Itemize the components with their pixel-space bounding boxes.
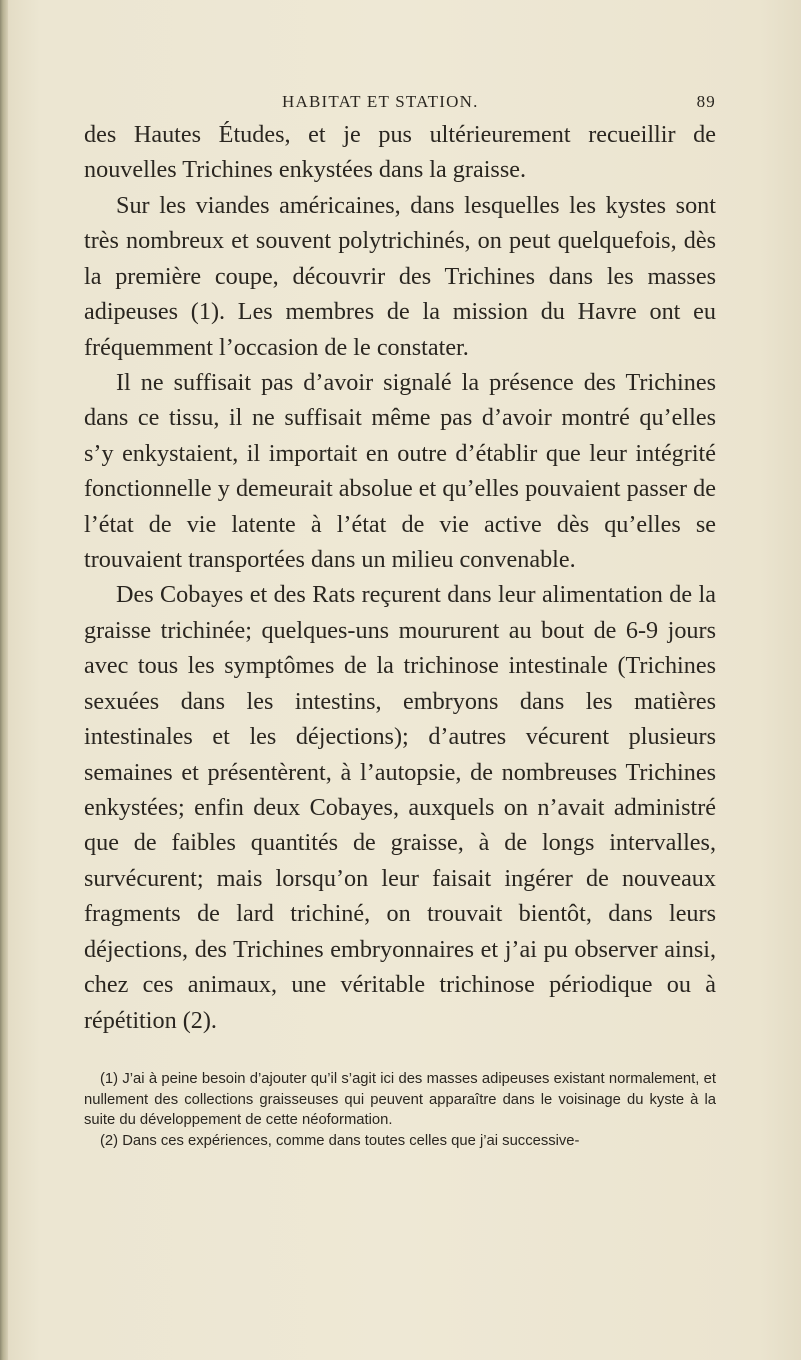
- page-number: 89: [696, 92, 716, 111]
- paragraph: Sur les viandes américaines, dans lesquelles les kystes sont très nombreux et souvent polytrichinés, on peut quelquefois, dès la première coupe, découvrir des Trichines dans les masses adipeuses (1). Les membres de la mission du Havre ont eu fréquemment l’occasion de le constater.: [84, 191, 716, 361]
- paragraph: Des Cobayes et des Rats reçurent dans leur alimentation de la graisse trichinée; quelques-uns moururent au bout de 6-9 jours avec tous les symptômes de la trichinose intestinale (Trichines sexuées dans les intestins, embryons dans les matières intestinales et les déjections); d’autres vécurent plusieurs semaines et présentèrent, à l’autopsie, de nombreuses Trichines enkystées; enfin deux Cobayes, auxquels on n’avait administré que de faibles quantités de graisse, à de longs intervalles, survécurent; mais lorsqu’on leur faisait ingérer de nouveaux fragments de lard trichiné, on trouvait bientôt, dans leurs déjections, des Trichines embryonnaires et j’ai pu observer ainsi, chez ces animaux, une véritable trichinose périodique ou à répétition (2).: [84, 581, 716, 1034]
- footnote-1: (1) J’ai à peine besoin d’ajouter qu’il s’agit ici des masses adipeuses existant normalement, et nullement des collections graisseuses qui peuvent apparaître dans le voisinage du kyste à la suite du développement de cette néoformation.: [84, 1071, 716, 1128]
- body-text: [84, 117, 716, 1038]
- footnotes: [84, 1069, 716, 1151]
- running-title: HABITAT ET STATION.: [282, 92, 479, 111]
- paragraph-continuation: des Hautes Études, et je pus ultérieurement recueillir de nouvelles Trichines enkystées dans la graisse.: [84, 121, 716, 184]
- running-head: [84, 92, 716, 116]
- paragraph: Il ne suffisait pas d’avoir signalé la présence des Trichines dans ce tissu, il ne suffisait même pas d’avoir montré qu’elles s’y enkystaient, il importait en outre d’établir que leur intégrité fonctionnelle y demeurait absolue et qu’elles pouvaient passer de l’état de vie latente à l’état de vie active dès qu’elles se trouvaient transportées dans un milieu convenable.: [84, 368, 716, 574]
- footnote-2: (2) Dans ces expériences, comme dans toutes celles que j’ai successive-: [100, 1132, 580, 1149]
- binding-edge: [0, 0, 8, 1360]
